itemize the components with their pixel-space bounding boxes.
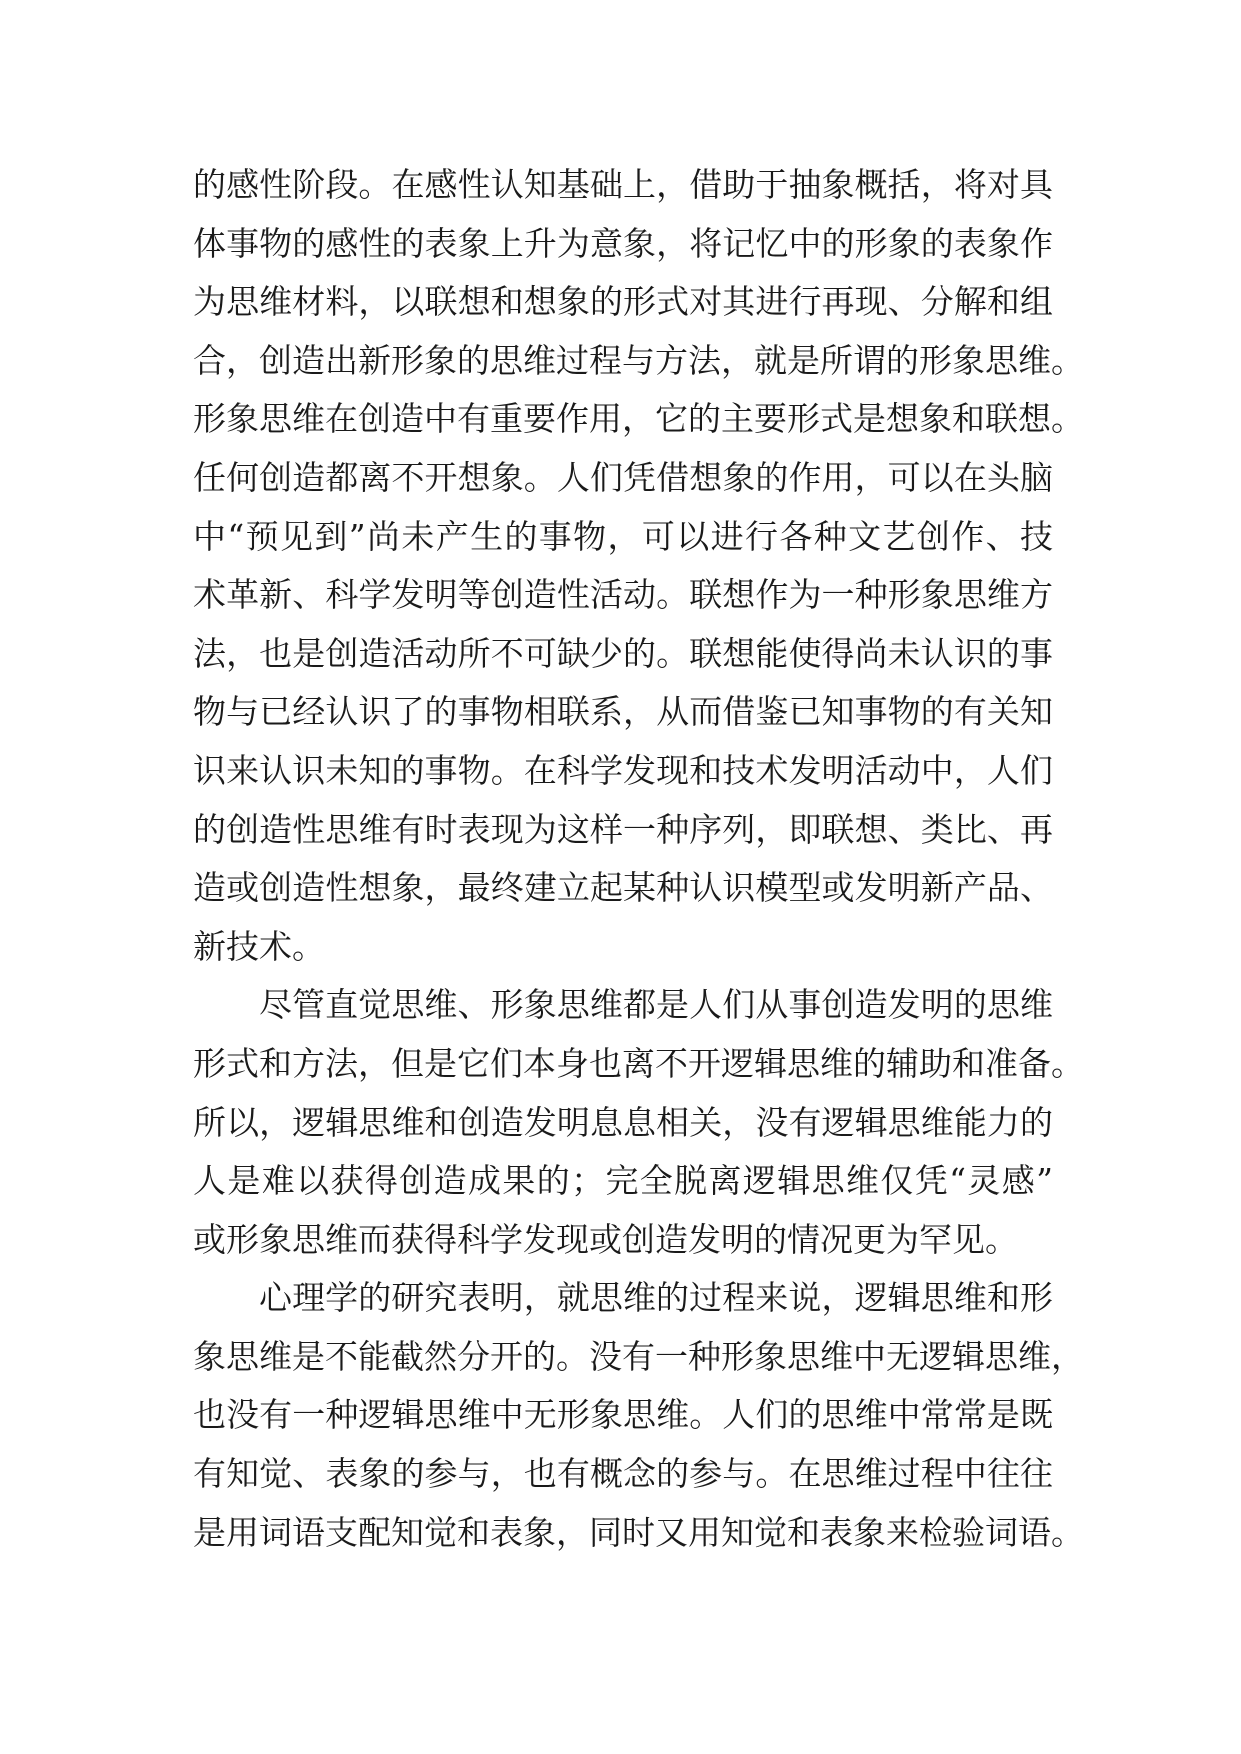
text-line: 有知觉、表象的参与，也有概念的参与。在思维过程中往往 (193, 1454, 1053, 1494)
text-line: 识来认识未知的事物。在科学发现和技术发明活动中，人们 (193, 750, 1053, 790)
text-line: 人是难以获得创造成果的；完全脱离逻辑思维仅凭“灵感” (193, 1161, 1053, 1201)
text-line: 体事物的感性的表象上升为意象，将记忆中的形象的表象作 (193, 223, 1053, 263)
text-line: 也没有一种逻辑思维中无形象思维。人们的思维中常常是既 (193, 1395, 1053, 1435)
body-text (193, 156, 1084, 1562)
text-line: 中“预见到”尚未产生的事物，可以进行各种文艺创作、技 (193, 516, 1053, 556)
text-line: 法，也是创造活动所不可缺少的。联想能使得尚未认识的事 (193, 633, 1053, 673)
text-line: 所以，逻辑思维和创造发明息息相关，没有逻辑思维能力的 (193, 1102, 1053, 1142)
text-line: 造或创造性想象，最终建立起某种认识模型或发明新产品、 (193, 868, 1053, 908)
text-line: 形式和方法，但是它们本身也离不开逻辑思维的辅助和准备。 (193, 1043, 1084, 1083)
text-line: 尽管直觉思维、形象思维都是人们从事创造发明的思维 (259, 985, 1053, 1025)
text-line: 象思维是不能截然分开的。没有一种形象思维中无逻辑思维， (193, 1336, 1084, 1376)
text-line: 的感性阶段。在感性认知基础上，借助于抽象概括，将对具 (193, 165, 1053, 204)
text-line: 任何创造都离不开想象。人们凭借想象的作用，可以在头脑 (193, 457, 1053, 497)
text-line: 新技术。 (193, 926, 325, 966)
text-line: 的创造性思维有时表现为这样一种序列，即联想、类比、再 (193, 809, 1053, 849)
text-line: 是用词语支配知觉和表象，同时又用知觉和表象来检验词语。 (193, 1512, 1084, 1552)
text-line: 形象思维在创造中有重要作用，它的主要形式是想象和联想。 (193, 399, 1084, 439)
text-line: 术革新、科学发明等创造性活动。联想作为一种形象思维方 (193, 575, 1053, 615)
text-line: 心理学的研究表明，就思维的过程来说，逻辑思维和形 (259, 1278, 1053, 1318)
text-line: 物与已经认识了的事物相联系，从而借鉴已知事物的有关知 (193, 692, 1053, 732)
text-line: 或形象思维而获得科学发现或创造发明的情况更为罕见。 (193, 1219, 1018, 1259)
text-line: 合，创造出新形象的思维过程与方法，就是所谓的形象思维。 (193, 340, 1084, 380)
text-line: 为思维材料，以联想和想象的形式对其进行再现、分解和组 (193, 282, 1053, 322)
